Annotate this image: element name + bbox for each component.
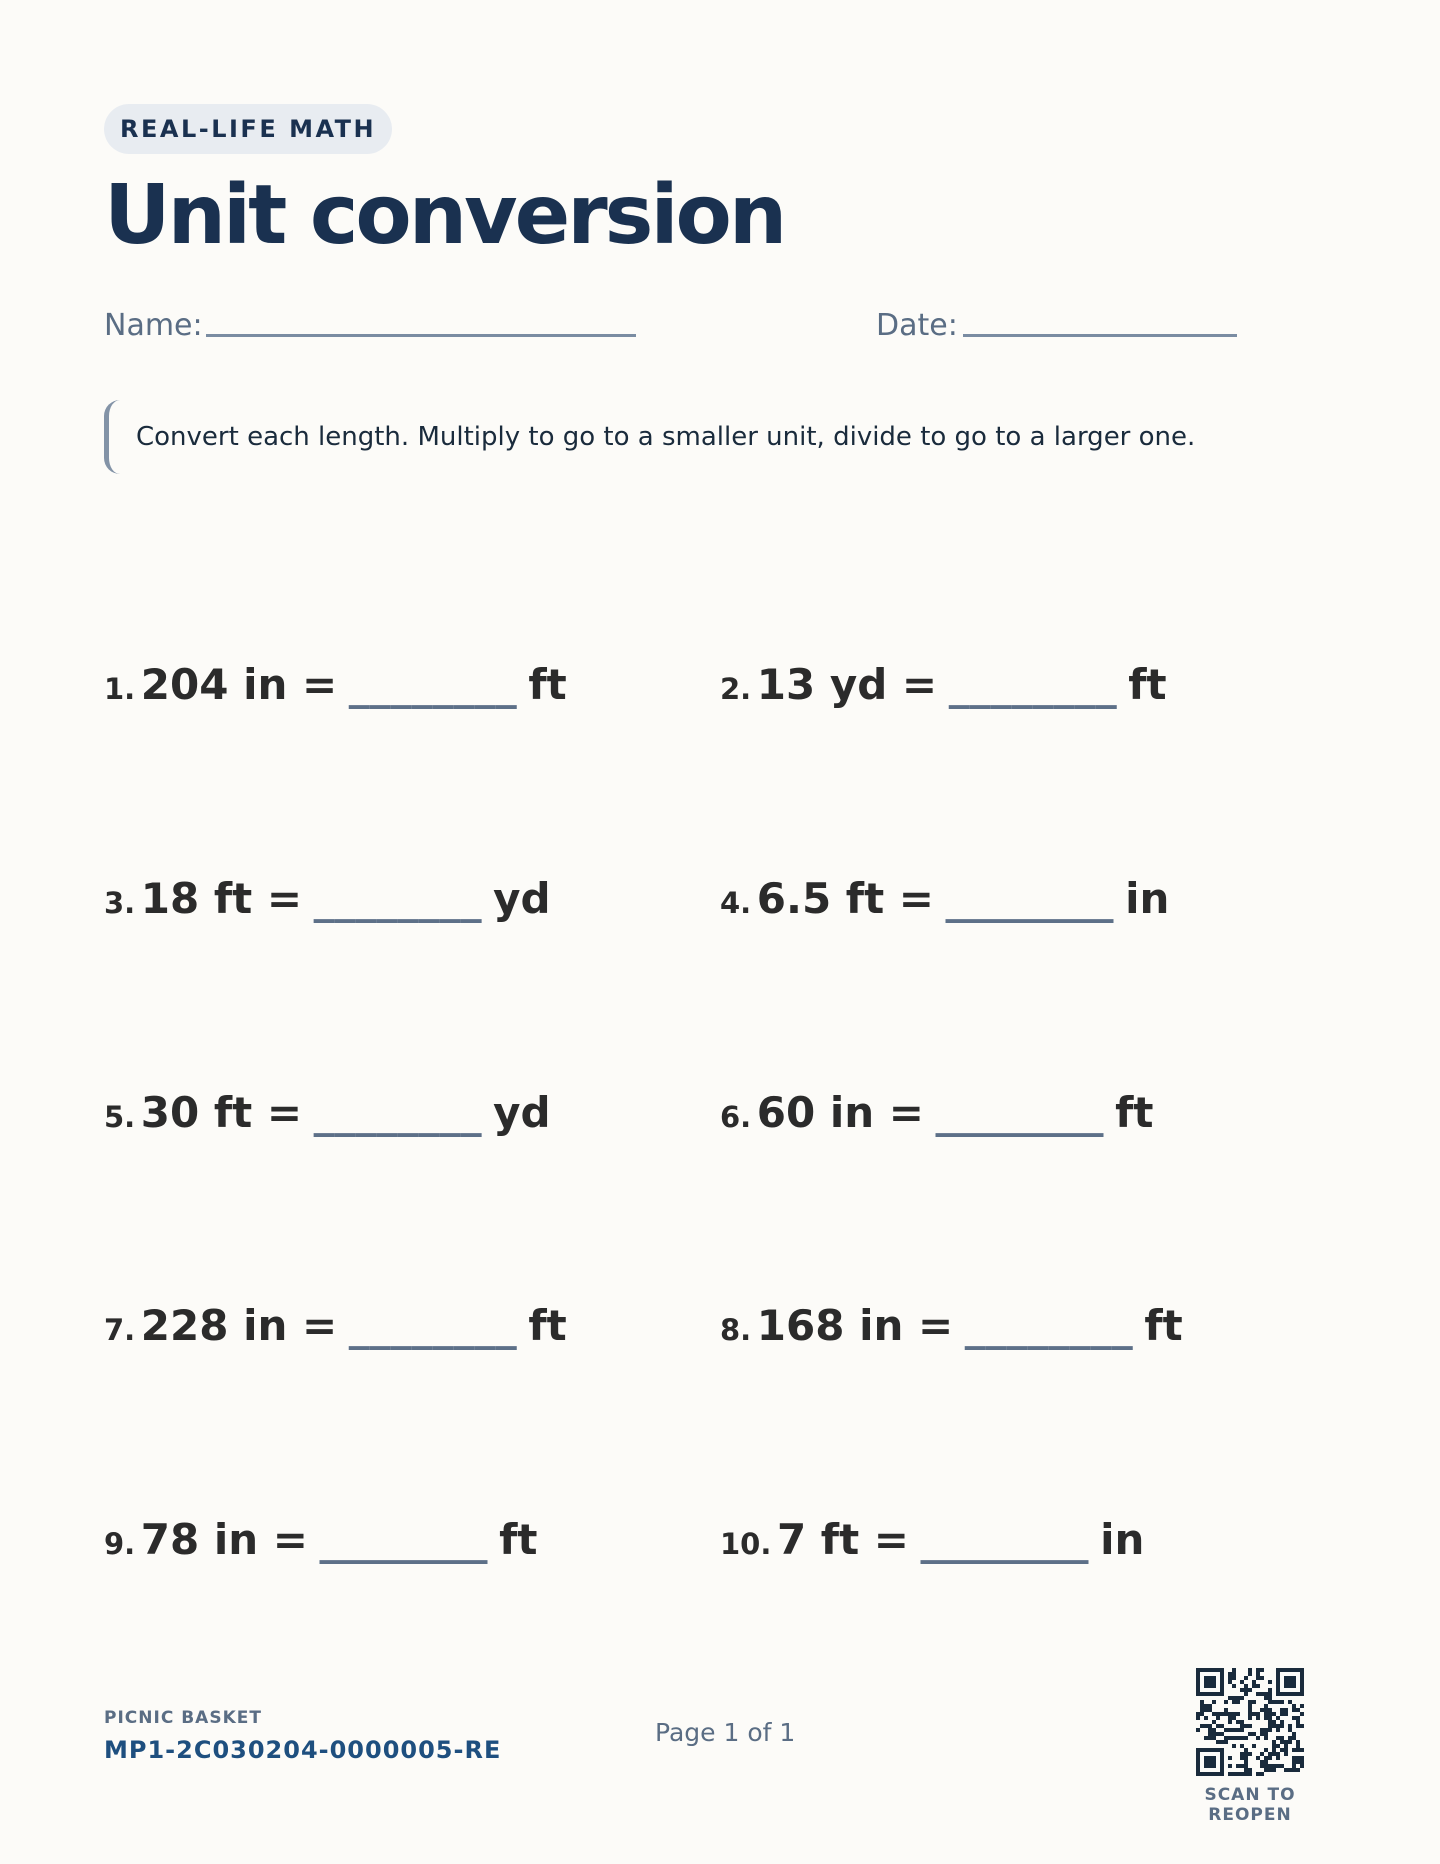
problem-expression: 7 ft = [776, 1515, 909, 1564]
problem-unit: ft [528, 1301, 567, 1350]
problem-unit: ft [1115, 1088, 1154, 1137]
answer-blank[interactable]: ________ [348, 1301, 517, 1350]
problem-7 [104, 1296, 567, 1356]
instructions: Convert each length. Multiply to go to a smaller unit, divide to go to a larger one. [104, 400, 1264, 474]
problem-number: 10. [720, 1527, 772, 1561]
answer-blank[interactable]: ________ [920, 1515, 1089, 1564]
qr-caption: SCAN TO REOPEN [1204, 1785, 1296, 1825]
problem-unit: ft [1144, 1301, 1183, 1350]
problem-expression: 6.5 ft = [756, 874, 934, 923]
date-label: Date: [876, 308, 958, 343]
name-field[interactable] [206, 334, 636, 337]
problem-unit: ft [499, 1515, 538, 1564]
problem-unit: ft [528, 660, 567, 709]
problem-expression: 168 in = [756, 1301, 954, 1350]
problem-expression: 60 in = [756, 1088, 924, 1137]
problem-unit: ft [1128, 660, 1167, 709]
footer-brand: PICNIC BASKET [104, 1708, 262, 1728]
name-label: Name: [104, 308, 203, 343]
problem-2 [720, 655, 1167, 715]
problem-number: 5. [104, 1100, 136, 1134]
problem-unit: in [1125, 874, 1170, 923]
problem-expression: 13 yd = [756, 660, 938, 709]
problem-9 [104, 1510, 537, 1570]
answer-blank[interactable]: ________ [319, 1515, 488, 1564]
problem-4 [720, 869, 1169, 929]
problem-number: 1. [104, 672, 136, 706]
answer-blank[interactable]: ________ [348, 660, 517, 709]
problem-number: 2. [720, 672, 752, 706]
answer-blank[interactable]: ________ [313, 874, 482, 923]
problem-6 [720, 1083, 1153, 1143]
category-badge: REAL-LIFE MATH [104, 104, 392, 154]
problem-expression: 228 in = [140, 1301, 338, 1350]
problem-number: 3. [104, 886, 136, 920]
problem-number: 6. [720, 1100, 752, 1134]
answer-blank[interactable]: ________ [964, 1301, 1133, 1350]
date-field[interactable] [963, 334, 1237, 337]
problem-unit: yd [493, 1088, 551, 1137]
answer-blank[interactable]: ________ [313, 1088, 482, 1137]
problem-5 [104, 1083, 551, 1143]
problem-8 [720, 1296, 1183, 1356]
problem-10 [720, 1510, 1144, 1570]
answer-blank[interactable]: ________ [935, 1088, 1104, 1137]
problem-number: 7. [104, 1313, 136, 1347]
problem-number: 8. [720, 1313, 752, 1347]
problem-number: 9. [104, 1527, 136, 1561]
problem-1 [104, 655, 567, 715]
answer-blank[interactable]: ________ [945, 874, 1114, 923]
page-title: Unit conversion [104, 168, 785, 263]
qr-code-icon[interactable] [1196, 1668, 1304, 1776]
problem-3 [104, 869, 551, 929]
problem-expression: 18 ft = [140, 874, 303, 923]
problem-expression: 78 in = [140, 1515, 308, 1564]
problem-unit: in [1100, 1515, 1145, 1564]
problem-number: 4. [720, 886, 752, 920]
problem-expression: 30 ft = [140, 1088, 303, 1137]
page-indicator: Page 1 of 1 [655, 1718, 796, 1747]
answer-blank[interactable]: ________ [948, 660, 1117, 709]
problem-unit: yd [493, 874, 551, 923]
problem-expression: 204 in = [140, 660, 338, 709]
document-code: MP1-2C030204-0000005-RE [104, 1736, 502, 1764]
